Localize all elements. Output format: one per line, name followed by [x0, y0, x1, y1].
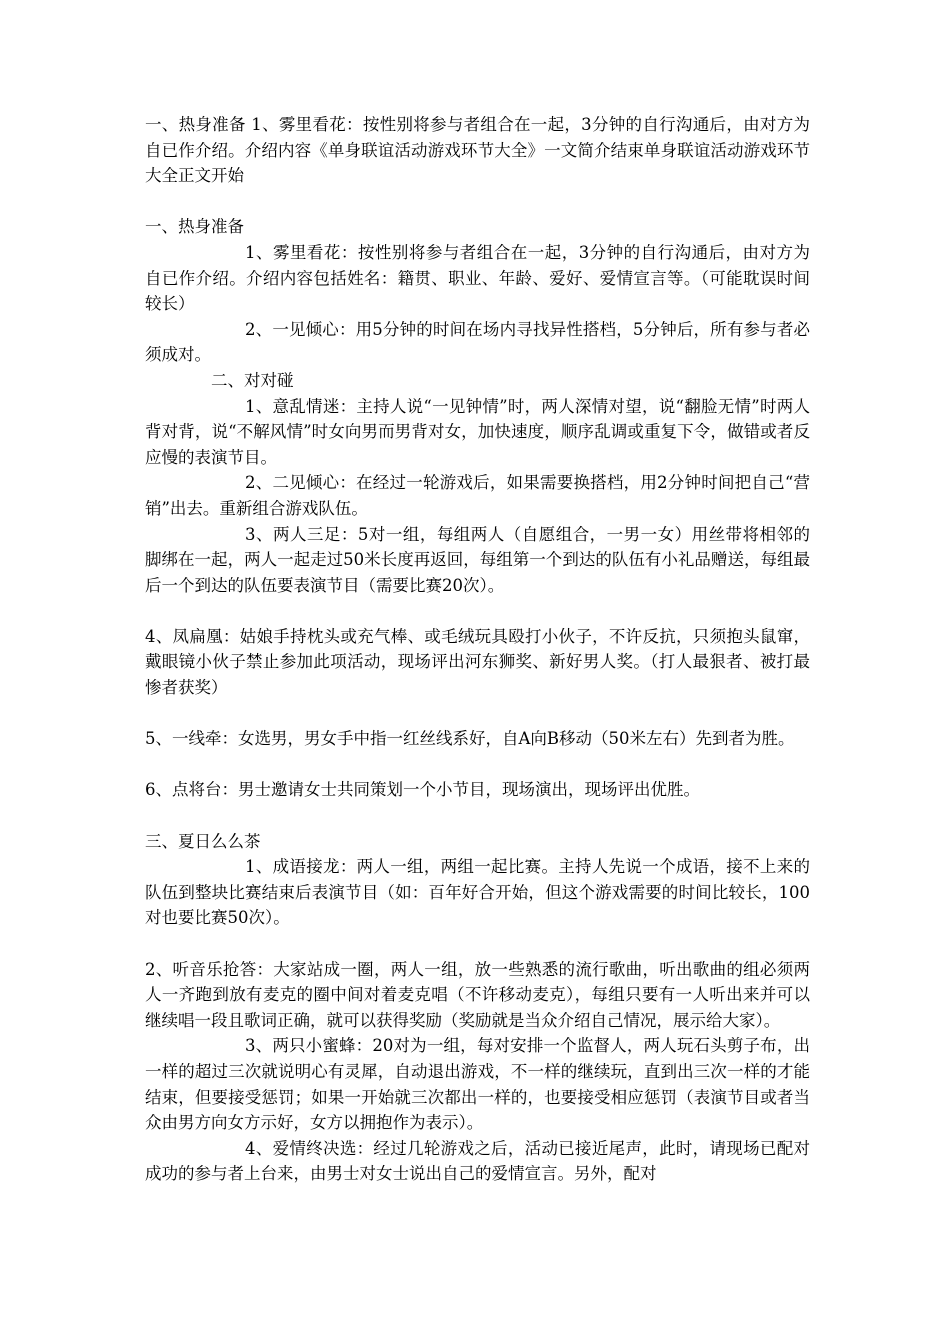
paragraph-dianjiangtai: 6、点将台：男士邀请女士共同策划一个小节目，现场演出，现场评出优胜。: [145, 780, 700, 800]
intro-summary-paragraph: 一、热身准备 1、雾里看花：按性别将参与者组合在一起，3分钟的自行沟通后，由对方为自已作介绍。介绍内容《单身联谊活动游戏环节大全》一文简介结束单身联谊活动游戏环节大全正文开始: [145, 115, 810, 186]
paragraph-yiluanqingmi: 1、意乱情迷：主持人说“一见钟情”时，两人深情对望，说“翻脸无情”时两人背对背，说“不解风情”时女向男而男背对女，加快速度，顺序乱调或重复下令，做错或者反应慢的表演节目。: [145, 396, 810, 467]
blank-line: [145, 598, 810, 624]
section-heading-xiarimemecha: 三、夏日么么茶: [145, 831, 261, 851]
paragraph-liangrensanzu: 3、两人三足：5对一组，每组两人（自愿组合，一男一女）用丝带将相邻的脚绑在一起，两人一起走过50米长度再返回，每组第一个到达的队伍有小礼品赠送，每组最后一个到达的队伍要表演节目（需要比赛20次）。: [145, 524, 810, 595]
blank-line: [145, 752, 810, 778]
paragraph-erjianqingxin: 2、二见倾心：在经过一轮游戏后，如果需要换搭档，用2分钟时间把自己“营销”出去。重新组合游戏队伍。: [145, 473, 810, 518]
blank-line: [145, 803, 810, 829]
paragraph-fengbianhuang: 4、凤扁凰：姑娘手持枕头或充气棒、或毛绒玩具殴打小伙子，不许反抗，只须抱头鼠窜，戴眼镜小伙子禁止参加此项活动，现场评出河东狮奖、新好男人奖。（打人最狠者、被打最惨者获奖）: [145, 626, 810, 698]
paragraph-yijianqingxin: 2、一见倾心：用5分钟的时间在场内寻找异性搭档，5分钟后，所有参与者必须成对。: [145, 319, 810, 365]
blank-line: [145, 701, 810, 727]
paragraph-chengyujielong: 1、成语接龙：两人一组，两组一起比赛。主持人先说一个成语，接不上来的队伍到整块比赛结束后表演节目（如：百年好合开始，但这个游戏需要的时间比较长，100对也要比赛50次）。: [145, 857, 810, 928]
section-heading-warmup: 一、热身准备: [145, 217, 244, 237]
blank-line: [145, 189, 810, 215]
paragraph-liangzhixiaomifeng: 3、两只小蜜蜂：20对为一组，每对安排一个监督人，两人玩石头剪子布，出一样的超过三次就说明心有灵犀，自动退出游戏，不一样的继续玩，直到出三次一样的才能结束，但要接受惩罚；如果一开始就三次都出一样的，也要接受相应惩罚（表演节目或者当众由男方向女方示好，女方以拥抱作为表示）。: [145, 1036, 810, 1133]
blank-line: [145, 931, 810, 957]
document-body: [145, 112, 810, 1187]
paragraph-tingyinyueqiangda: 2、听音乐抢答：大家站成一圈，两人一组，放一些熟悉的流行歌曲，听出歌曲的组必须两人一齐跑到放有麦克的圈中间对着麦克唱（不许移动麦克），每组只要有一人听出来并可以继续唱一段且歌词正确，就可以获得奖励（奖励就是当众介绍自己情况，展示给大家）。: [145, 959, 810, 1030]
section-heading-duiduipeng: 二、对对碰: [211, 370, 294, 390]
paragraph-aiqingzhongjuexuan: 4、爱情终决选：经过几轮游戏之后，活动已接近尾声，此时，请现场已配对成功的参与者上台来，由男士对女士说出自己的爱情宣言。另外，配对: [145, 1138, 810, 1184]
paragraph-yixianqian: 5、一线牵：女选男，男女手中指一红丝线系好，自A向B移动（50米左右）先到者为胜。: [145, 729, 795, 749]
paragraph-wulikanhua: 1、雾里看花：按性别将参与者组合在一起，3分钟的自行沟通后，由对方为自已作介绍。介绍内容包括姓名：籍贯、职业、年龄、爱好、爱情宣言等。（可能耽误时间较长）: [145, 242, 810, 314]
